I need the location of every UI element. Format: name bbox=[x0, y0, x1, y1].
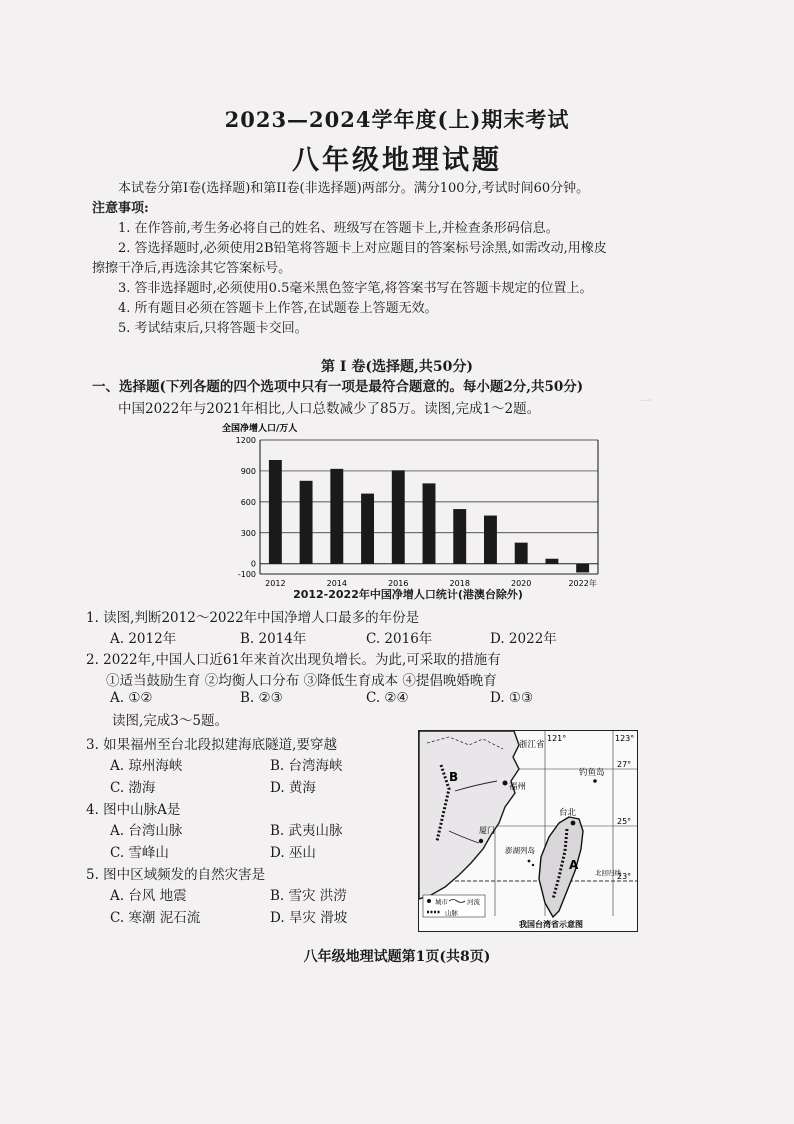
penghu-label: 澎湖列岛 bbox=[505, 846, 535, 855]
chart-bar bbox=[361, 494, 374, 564]
question-2-option-c[interactable]: C. ②④ bbox=[366, 690, 409, 706]
taibei-label: 台北 bbox=[559, 808, 577, 818]
question-4-option-d[interactable]: D. 巫山 bbox=[270, 845, 316, 861]
chart-bar bbox=[423, 483, 436, 563]
question-1-option-a[interactable]: A. 2012年 bbox=[110, 631, 177, 647]
question-2-choices: ①适当鼓励生育 ②均衡人口分布 ③降低生育成本 ④提倡晚婚晚育 bbox=[106, 673, 497, 689]
chart-bar bbox=[545, 559, 558, 564]
exam-title: 2023—2024学年度(上)期末考试 bbox=[224, 107, 570, 132]
diaoyu-marker bbox=[593, 779, 597, 783]
chart-xtick-label: 2012 bbox=[265, 579, 286, 588]
diaoyu-label: 钓鱼岛 bbox=[579, 768, 605, 778]
question-1-option-d[interactable]: D. 2022年 bbox=[490, 631, 557, 647]
question-context-1: 中国2022年与2021年相比,人口总数减少了85万。读图,完成1～2题。 bbox=[118, 401, 541, 417]
question-4-stem: 4. 图中山脉A是 bbox=[86, 802, 181, 818]
legend-mountain-label: 山脉 bbox=[445, 909, 458, 917]
lat-label-25: 25° bbox=[617, 817, 632, 826]
note-2: 2. 答选择题时,必须使用2B铅笔将答题卡上对应题目的答案标号涂黑,如需改动,用橡皮 bbox=[118, 241, 607, 256]
question-2-option-b[interactable]: B. ②③ bbox=[240, 690, 283, 706]
legend-city-label: 城市 bbox=[435, 898, 448, 906]
chart-bar bbox=[515, 543, 528, 564]
chart-xtick-label: 2022年 bbox=[568, 579, 597, 588]
mountain-a-label: A bbox=[569, 858, 579, 872]
question-context-2: 读图,完成3～5题。 bbox=[112, 713, 228, 729]
lon-label-123: 123° bbox=[615, 734, 635, 743]
section-title: 第 I 卷(选择题,共50分) bbox=[321, 359, 473, 375]
taibei-marker bbox=[571, 821, 576, 826]
note-3: 3. 答非选择题时,必须使用0.5毫米黑色签字笔,将答案书写在答题卡规定的位置上。 bbox=[118, 281, 593, 296]
mainland-landmass bbox=[419, 731, 519, 899]
population-chart-svg bbox=[218, 422, 608, 604]
fuzhou-label: 福州 bbox=[509, 782, 527, 792]
question-1-stem: 1. 读图,判断2012～2022年中国净增人口最多的年份是 bbox=[86, 610, 420, 626]
chart-bar bbox=[269, 460, 282, 564]
part1-heading: 一、选择题(下列各题的四个选项中只有一项是最符合题意的。每小题2分,共50分) bbox=[92, 379, 584, 395]
chart-bar bbox=[330, 469, 343, 564]
lat-label-23: 23° bbox=[617, 872, 632, 881]
chart-xtick-label: 2018 bbox=[449, 579, 470, 588]
note-5: 5. 考试结束后,只将答题卡交回。 bbox=[118, 321, 308, 336]
chart-bar bbox=[392, 470, 405, 563]
question-3-option-b[interactable]: B. 台湾海峡 bbox=[270, 758, 343, 774]
question-4-option-b[interactable]: B. 武夷山脉 bbox=[270, 823, 343, 839]
population-chart bbox=[218, 422, 608, 604]
lat-label-27: 27° bbox=[617, 760, 632, 769]
question-2-option-d[interactable]: D. ①③ bbox=[490, 690, 534, 706]
taiwan-map bbox=[418, 730, 638, 932]
fuzhou-marker bbox=[503, 781, 508, 786]
taiwan-map-svg bbox=[419, 731, 637, 931]
chart-ytick-label: 300 bbox=[240, 528, 256, 538]
exam-intro: 本试卷分第I卷(选择题)和第II卷(非选择题)两部分。满分100分,考试时间60分钟。 bbox=[118, 181, 590, 196]
xiamen-marker bbox=[479, 839, 483, 843]
question-2-stem: 2. 2022年,中国人口近61年来首次出现负增长。为此,可采取的措施有 bbox=[86, 652, 501, 668]
chart-xtick-label: 2016 bbox=[388, 579, 409, 588]
chart-xtick-label: 2020 bbox=[511, 579, 532, 588]
question-1-option-b[interactable]: B. 2014年 bbox=[240, 631, 307, 647]
legend-city-icon bbox=[427, 899, 431, 903]
question-5-option-d[interactable]: D. 旱灾 滑坡 bbox=[270, 910, 348, 926]
page-footer: 八年级地理试题第1页(共8页) bbox=[303, 949, 491, 965]
chart-ytick-label: 1200 bbox=[235, 436, 256, 445]
chart-bar bbox=[300, 481, 313, 564]
chart-ylabel: 全国净增人口/万人 bbox=[222, 424, 298, 434]
note-4: 4. 所有题目必须在答题卡上作答,在试题卷上答题无效。 bbox=[118, 301, 438, 316]
tropic-label: 北回归线 bbox=[595, 869, 621, 877]
bleed-through-mark: 一 bbox=[640, 394, 653, 408]
chart-title: 2012-2022年中国净增人口统计(港澳台除外) bbox=[293, 588, 523, 601]
penghu-island-2 bbox=[532, 864, 534, 866]
note-2-cont: 擦擦干净后,再选涂其它答案标号。 bbox=[92, 261, 292, 276]
zhejiang-label: 浙江省 bbox=[519, 740, 545, 750]
mountain-b-label: B bbox=[449, 770, 459, 784]
note-1: 1. 在作答前,考生务必将自己的姓名、班级写在答题卡上,并检查条形码信息。 bbox=[118, 221, 559, 236]
question-3-stem: 3. 如果福州至台北段拟建海底隧道,要穿越 bbox=[86, 737, 337, 753]
question-2-option-a[interactable]: A. ①② bbox=[110, 690, 153, 706]
question-4-option-a[interactable]: A. 台湾山脉 bbox=[110, 823, 183, 839]
question-3-option-a[interactable]: A. 琼州海峡 bbox=[110, 758, 183, 774]
question-5-option-c[interactable]: C. 寒潮 泥石流 bbox=[110, 910, 201, 926]
question-1-option-c[interactable]: C. 2016年 bbox=[366, 631, 433, 647]
chart-bar bbox=[453, 509, 466, 564]
map-caption: 我国台湾省示意图 bbox=[519, 920, 583, 929]
question-5-option-b[interactable]: B. 雪灾 洪涝 bbox=[270, 888, 347, 904]
chart-ytick-label: 600 bbox=[240, 497, 256, 507]
chart-xtick-label: 2014 bbox=[326, 579, 347, 588]
chart-bar bbox=[484, 516, 497, 564]
xiamen-label: 厦门 bbox=[479, 826, 495, 835]
legend-river-label: 河流 bbox=[467, 898, 480, 906]
chart-ytick-label: 900 bbox=[240, 466, 256, 476]
question-3-option-d[interactable]: D. 黄海 bbox=[270, 780, 316, 796]
exam-subject-title: 八年级地理试题 bbox=[292, 145, 502, 176]
question-5-stem: 5. 图中区域频发的自然灾害是 bbox=[86, 867, 266, 883]
chart-ytick-label: -100 bbox=[237, 570, 256, 579]
question-4-option-c[interactable]: C. 雪峰山 bbox=[110, 845, 169, 861]
question-5-option-a[interactable]: A. 台风 地震 bbox=[110, 888, 187, 904]
question-3-option-c[interactable]: C. 渤海 bbox=[110, 780, 156, 796]
lon-label-121: 121° bbox=[547, 734, 567, 743]
notes-heading: 注意事项: bbox=[92, 201, 149, 216]
chart-ytick-label: 0 bbox=[250, 559, 256, 569]
chart-bar bbox=[576, 564, 589, 573]
penghu-island-1 bbox=[528, 860, 531, 863]
